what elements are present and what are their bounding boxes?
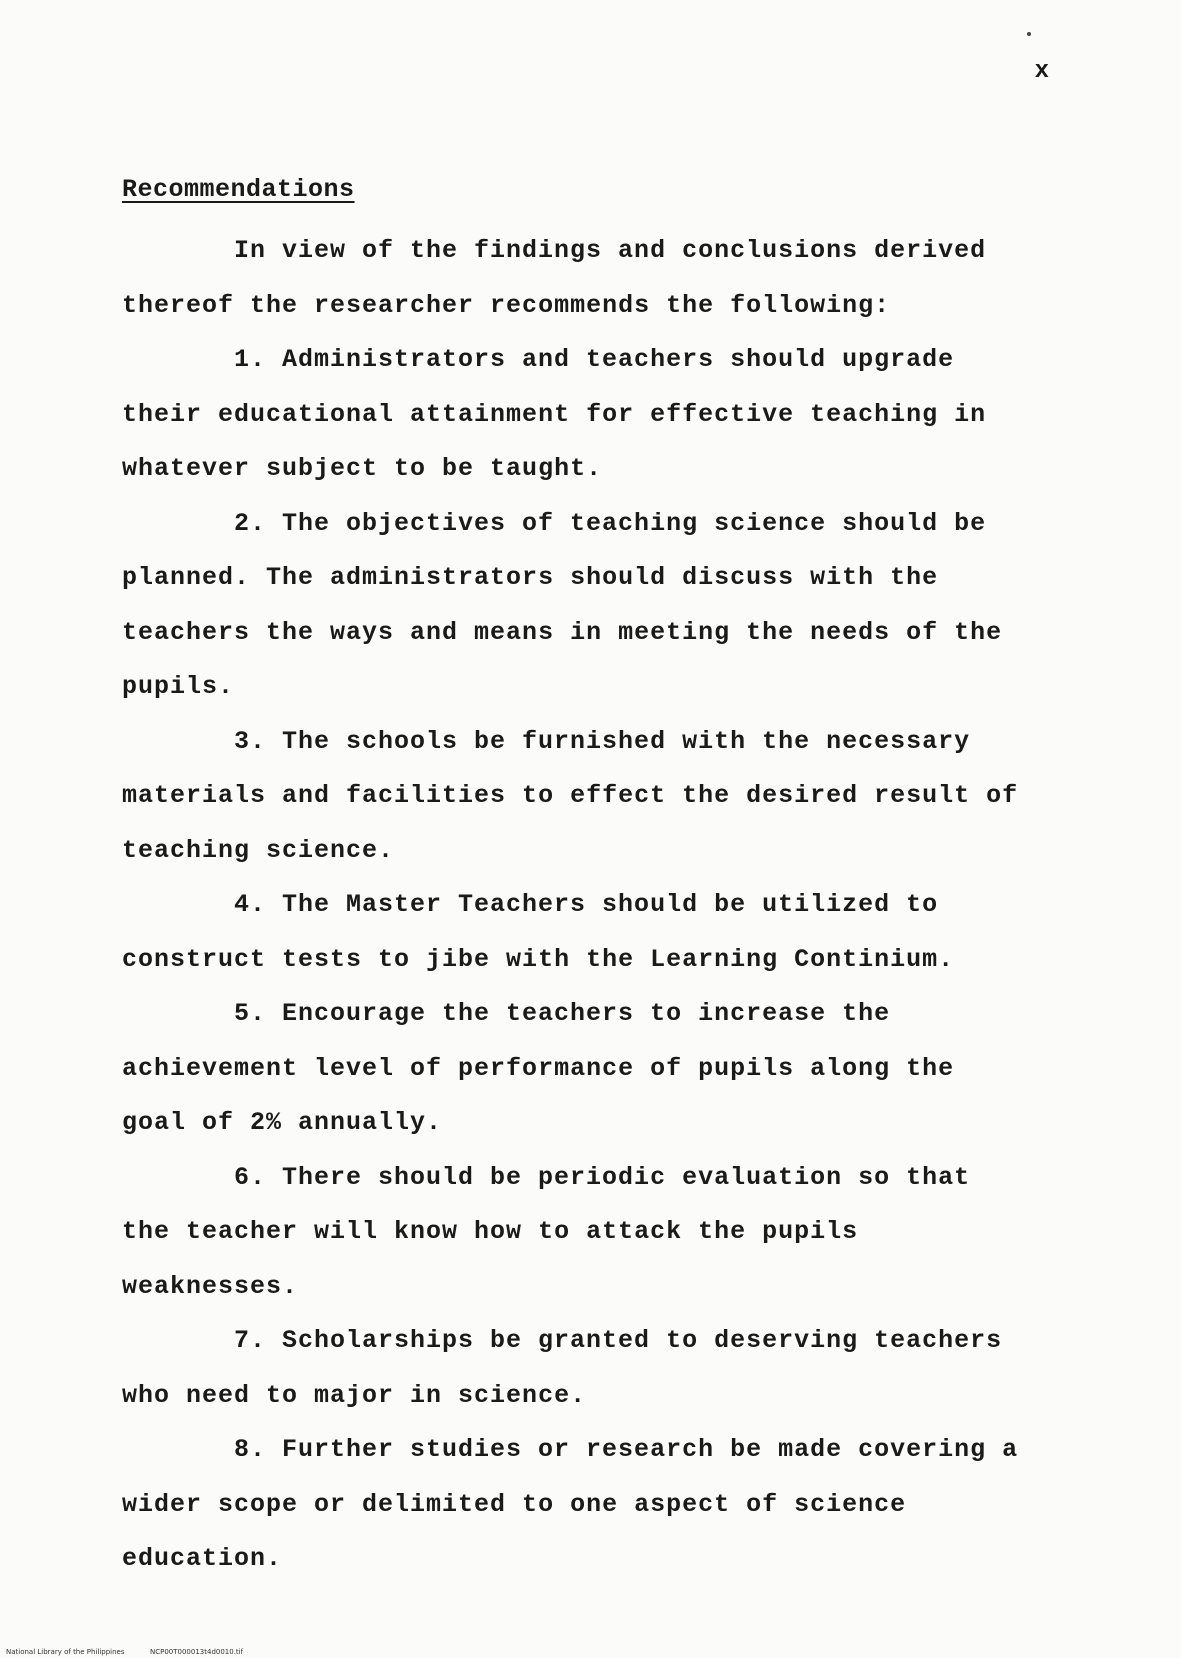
recommendation-item-2: 2. The objectives of teaching science should be planned. The administrators should discuss with the teachers the ways and means in meeting the needs of the pupils.: [122, 508, 1003, 701]
scan-speck: [1027, 32, 1031, 36]
recommendation-item-7: 7. Scholarships be granted to deserving teachers who need to major in science.: [122, 1326, 1003, 1410]
footer-file-id: NCP00T000013t4d0010.tif: [150, 1648, 244, 1656]
recommendation-item-8: 8. Further studies or research be made covering a wider scope or delimited to one aspect of science education.: [122, 1435, 1019, 1573]
section-heading: Recommendations: [122, 175, 355, 204]
page-number: x: [1034, 58, 1049, 85]
recommendation-item-1: 1. Administrators and teachers should upgrade their educational attainment for effective teaching in whatever subject to be taught.: [122, 345, 987, 483]
recommendation-item-6: 6. There should be periodic evaluation so that the teacher will know how to attack the pupils weaknesses.: [122, 1162, 971, 1301]
recommendations-list: [122, 333, 1022, 1587]
recommendation-item-5: 5. Encourage the teachers to increase the achievement level of performance of pupils along the goal of 2% annually.: [122, 999, 955, 1137]
footer-source: National Library of the Philippines: [6, 1648, 125, 1656]
recommendations-section: [122, 170, 1022, 1587]
intro-paragraph: In view of the findings and conclusions derived thereof the researcher recommends the following:: [122, 236, 987, 320]
recommendation-item-3: 3. The schools be furnished with the necessary materials and facilities to effect the desired result of teaching science.: [122, 726, 1019, 865]
recommendation-item-4: 4. The Master Teachers should be utilized to construct tests to jibe with the Learning Continium.: [122, 890, 955, 974]
